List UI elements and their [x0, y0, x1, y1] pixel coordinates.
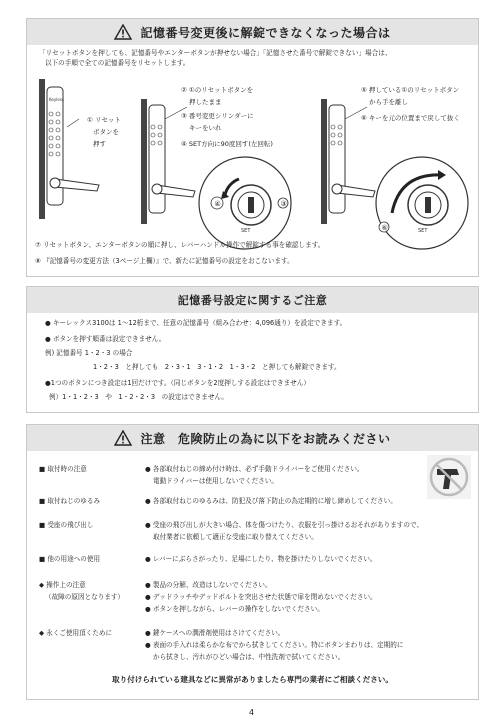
step2-line-1: ② ①のリセットボタンを	[181, 86, 254, 94]
svg-text:③: ③	[280, 200, 287, 208]
memory-note-3: 例) 記憶番号 1・2・3 の場合	[45, 349, 133, 357]
memory-note-6: 例）1・1・2・3 や 1・2・2・3 の設定はできません。	[49, 393, 229, 401]
step7-text: ⑦ リセットボタン、エンターボタンの順に押し、レバーハンドル操作で解錠する事を確認します。	[35, 241, 325, 249]
svg-text:④: ④	[214, 200, 221, 208]
svg-text:⑥: ⑥	[381, 224, 388, 232]
caution-section	[26, 424, 479, 700]
memory-notes-section	[26, 286, 479, 413]
memory-note-2: ● ボタンを押す順番は設定できません。	[45, 335, 166, 343]
lock-brand-1: Keyless	[49, 97, 64, 102]
memory-notes-title: 記憶番号設定に関するご注意	[177, 294, 328, 307]
lock-figure-1	[37, 79, 137, 229]
cylinder-zoom-2	[372, 153, 472, 253]
memory-note-4: 1・2・3 と押しても 2・3・1 3・1・2 1・3・2 と押しても解錠できます。	[93, 363, 341, 371]
caution-row-6-text-2: ● 表面の手入れは柔らかな布でから拭きしてください。特にボタンまわりは、定期的に	[145, 641, 404, 649]
step1-line-1: ① リセット	[87, 116, 121, 124]
caution-footer: 取り付けられている建具などに異常がありましたら専門の業者にご相談ください。	[112, 675, 393, 684]
caution-row-3-text-2: 取付業者に依頼して適正な受座に取り替えてください。	[153, 533, 318, 541]
caution-row-3-text-1: ● 受座の飛び出しが大きい場合、体を傷つけたり、衣服を引っ掛けるおそれがありますので、	[145, 521, 424, 529]
caution-row-4-text-1: ● レバーにぶらさがったり、足場にしたり、物を掛けたりしないでください。	[145, 555, 377, 563]
cylinder-zoom-1	[195, 153, 295, 253]
caution-row-1-text-1: ● 各部取付ねじの締め付け時は、必ず手動ドライバーをご使用ください。	[145, 465, 364, 473]
caution-title: 注意 危険防止の為に以下をお読みください	[140, 431, 391, 446]
step8-text: ⑧ 『記憶番号の変更方法（3ページ上欄）』で、新たに記憶番号の設定をおこないます。	[35, 257, 294, 265]
step4-text: ④ SET方向に90度回す(左回転)	[181, 140, 273, 148]
memory-notes-header	[27, 287, 478, 313]
caution-warning-icon	[114, 430, 132, 446]
caution-row-5-text-1: ● 製品の分解、改造はしないでください。	[145, 581, 272, 589]
caution-row-1-text-2: 電動ドライバーは使用しないでください。	[153, 477, 278, 485]
caution-row-5-text-3: ● ボタンを押しながら、レバーの操作をしないでください。	[145, 605, 324, 613]
caution-row-5-label: ◆ 操作上の注意	[39, 581, 86, 589]
step3-line-2: キーをいれ	[189, 124, 222, 132]
intro-line-1: 「リセットボタンを押しても、記憶番号やエンターボタンが押せない場合」「記憶させた番号で解錠できない」場合は、	[39, 49, 392, 57]
step5-line-1: ⑤ 押している①のリセットボタン	[361, 86, 460, 94]
reset-section-title: 記憶番号変更後に解錠できなくなった場合は	[140, 25, 391, 40]
caution-row-6-text-3: から拭きし、汚れがひどい場合は、中性洗剤で拭いてください。	[153, 653, 345, 661]
reset-section	[26, 18, 479, 277]
set-label-1: SET	[241, 228, 251, 234]
intro-line-2: 以下の手順で全ての記憶番号をリセットします。	[45, 59, 190, 67]
memory-note-5: ●1つのボタンにつき設定は1回だけです。（同じボタンを2度押しする設定はできません）	[45, 379, 310, 387]
caution-row-6-text-1: ● 鍵ケースへの潤滑剤使用はさけてください。	[145, 629, 285, 637]
set-label-2: SET	[418, 228, 428, 234]
caution-header	[27, 425, 478, 451]
memory-note-1: ● キーレックス3100は 1〜12桁まで、任意の記憶番号（組み合わせ：4,096通り）を設定できます。	[45, 319, 347, 327]
reset-section-header	[27, 19, 478, 45]
warning-icon	[114, 24, 132, 40]
caution-row-5-text-2: ● デッドラッチやデッドボルトを突出させた状態で扉を閉めないでください。	[145, 593, 377, 601]
caution-row-2-label: ■ 取付ねじのゆるみ	[39, 497, 101, 505]
step5-line-2: から手を離し	[369, 98, 408, 106]
caution-row-5-label-2: （故障の原因となります）	[45, 593, 125, 601]
no-power-driver-icon	[427, 455, 471, 499]
caution-row-1-label: ■ 取付時の注意	[39, 465, 87, 473]
step1-line-3: 押す	[93, 140, 106, 148]
page-number: 4	[248, 708, 255, 717]
caution-row-3-label: ■ 受座の飛び出し	[39, 521, 94, 529]
caution-row-2-text-1: ● 各部取付ねじのゆるみは、防犯及び落下防止の為定期的に増し締めしてください。	[145, 497, 397, 505]
caution-row-4-label: ■ 他の用途への使用	[39, 555, 101, 563]
step1-line-2: ボタンを	[93, 128, 119, 136]
caution-row-6-label: ◆ 永くご使用頂くために	[39, 629, 113, 637]
step2-line-2: 押したまま	[189, 98, 222, 106]
step3-line-1: ③ 番号変更シリンダーに	[181, 112, 254, 120]
step6-text: ⑥ キーを元の位置まで戻して抜く	[361, 114, 460, 122]
